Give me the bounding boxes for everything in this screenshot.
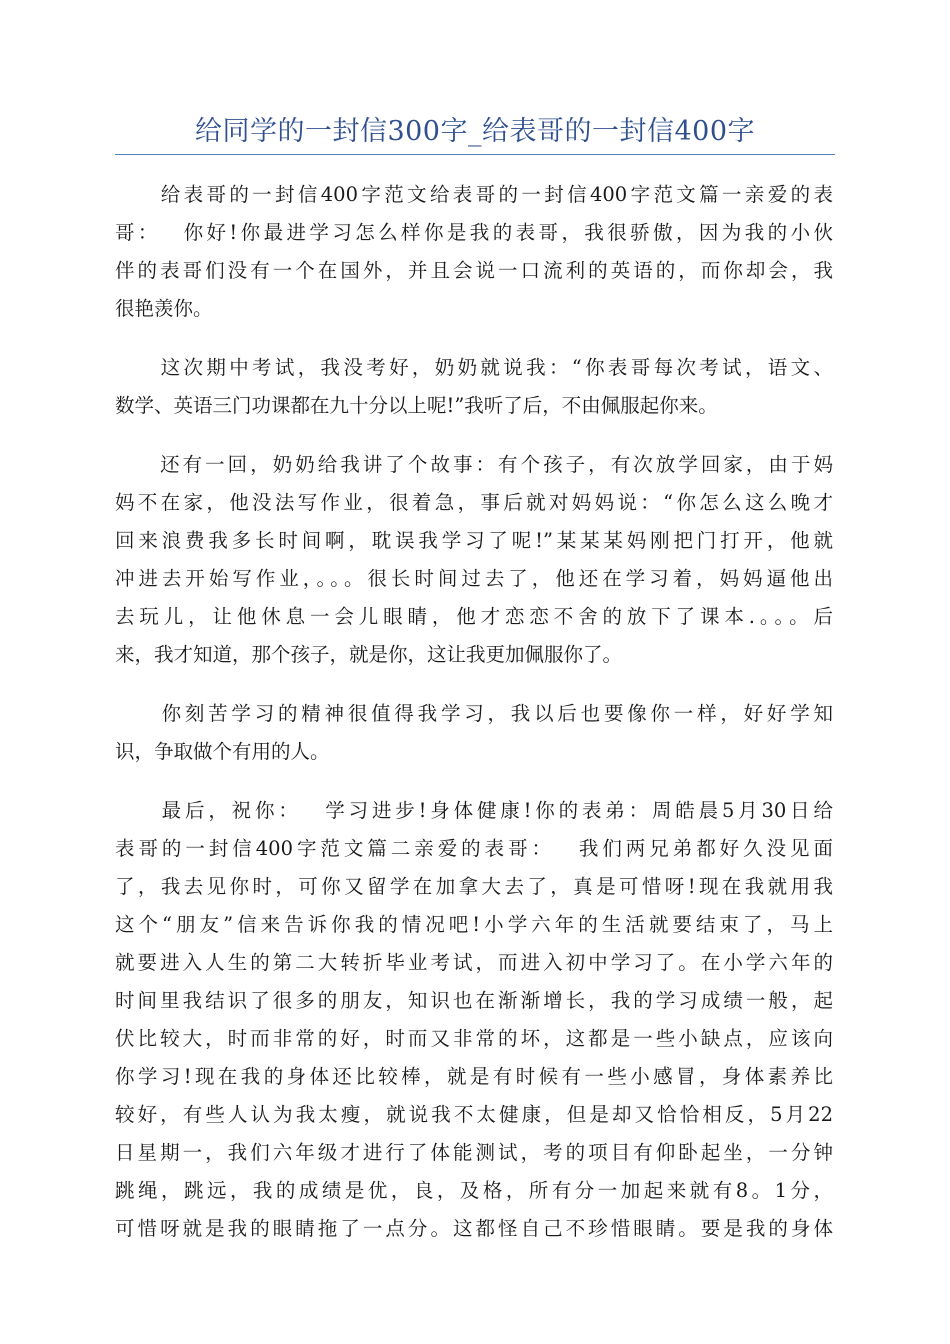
text-line: 哥： 你好!你最进学习怎么样你是我的表哥，我很骄傲，因为我的小伙 <box>115 221 833 244</box>
text-line: 冲进去开始写作业，。。。很长时间过去了，他还在学习着，妈妈逼他出 <box>115 567 833 590</box>
text-line: 时间里我结识了很多的朋友，知识也在渐渐增长，我的学习成绩一般，起 <box>115 989 833 1012</box>
text-line: 还有一回，奶奶给我讲了个故事：有个孩子，有次放学回家，由于妈 <box>115 453 833 476</box>
paragraph-4 <box>115 695 833 771</box>
text-line: 去玩儿，让他休息一会儿眼睛，他才恋恋不舍的放下了课本.。。。后 <box>115 605 833 628</box>
text-line: 很艳羡你。 <box>115 297 213 320</box>
text-line: 就要进入人生的第二大转折毕业考试，而进入初中学习了。在小学六年的 <box>115 951 833 974</box>
text-line: 伏比较大，时而非常的好，时而又非常的坏，这都是一些小缺点，应该向 <box>115 1027 833 1050</box>
text-line: 这次期中考试，我没考好，奶奶就说我：“你表哥每次考试，语文、 <box>115 356 833 379</box>
text-line: 给表哥的一封信400字范文给表哥的一封信400字范文篇一亲爱的表 <box>115 183 833 206</box>
document-body <box>115 176 833 1269</box>
paragraph-5 <box>115 792 833 1248</box>
text-line: 回来浪费我多长时间啊，耽误我学习了呢!”某某某妈刚把门打开，他就 <box>115 529 833 552</box>
text-line: 跳绳，跳远，我的成绩是优，良，及格，所有分一加起来就有8。1分， <box>115 1179 833 1202</box>
text-line: 最后，祝你： 学习进步!身体健康!你的表弟：周皓晨5月30日给 <box>115 799 833 822</box>
text-line: 可惜呀就是我的眼睛拖了一点分。这都怪自己不珍惜眼睛。要是我的身体 <box>115 1217 833 1240</box>
text-line: 妈不在家，他没法写作业，很着急，事后就对妈妈说：“你怎么这么晚才 <box>115 491 833 514</box>
text-line: 日星期一，我们六年级才进行了体能测试，考的项目有仰卧起坐，一分钟 <box>115 1141 833 1164</box>
text-line: 伴的表哥们没有一个在国外，并且会说一口流利的英语的，而你却会，我 <box>115 259 833 282</box>
text-line: 较好，有些人认为我太瘦，就说我不太健康，但是却又恰恰相反，5月22 <box>115 1103 833 1126</box>
text-line: 你学习!现在我的身体还比较棒，就是有时候有一些小感冒，身体素养比 <box>115 1065 833 1088</box>
paragraph-2 <box>115 349 833 425</box>
text-line: 来，我才知道，那个孩子，就是你，这让我更加佩服你了。 <box>115 643 623 666</box>
text-line: 这个“朋友”信来告诉你我的情况吧!小学六年的生活就要结束了，马上 <box>115 913 833 936</box>
text-line: 识，争取做个有用的人。 <box>115 740 330 763</box>
text-line: 你刻苦学习的精神很值得我学习，我以后也要像你一样，好好学知 <box>115 702 833 725</box>
text-line: 了，我去见你时，可你又留学在加拿大去了，真是可惜呀!现在我就用我 <box>115 875 833 898</box>
document-title: 给同学的一封信300字_给表哥的一封信400字 <box>194 116 756 147</box>
paragraph-1 <box>115 176 833 328</box>
title-underline <box>115 154 835 155</box>
text-line: 表哥的一封信400字范文篇二亲爱的表哥： 我们两兄弟都好久没见面 <box>115 837 833 860</box>
text-line: 数学、英语三门功课都在九十分以上呢!”我听了后，不由佩服起你来。 <box>115 394 718 417</box>
paragraph-3 <box>115 446 833 674</box>
